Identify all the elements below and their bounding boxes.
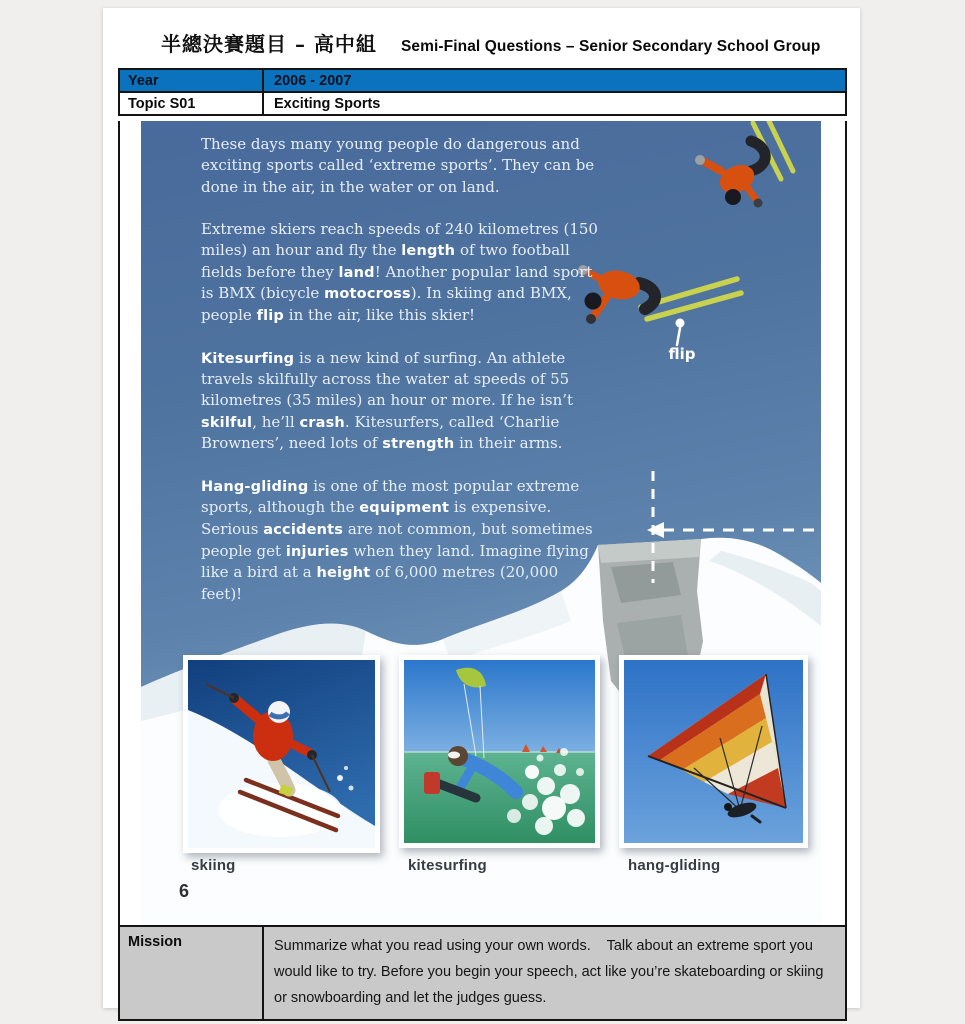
article-paragraph: Kitesurfing is a new kind of surfing. An athlete travels skilfully across the water at speeds of 55 kilometres (35 miles) an hour or more. If he isn’t skilful, he’ll crash. Kitesurfers, called ‘Charlie Browners’, need lots of strength in their arms. — [201, 348, 574, 453]
skier-flip-middle-icon — [578, 265, 741, 324]
meta-label-year: Year — [120, 70, 264, 91]
kitesurfing-photo-illustration — [404, 660, 595, 843]
mission-label: Mission — [120, 927, 264, 1019]
photo-skiing — [183, 655, 380, 853]
page-header — [103, 28, 860, 57]
article-paragraph: Hang-gliding is one of the most popular extreme sports, although the equipment is expensive. Serious accidents are not common, but sometimes people get injuries when they land. Imagine flying like a bird at a height of 6,000 metres (20,000 feet)! — [201, 476, 593, 603]
article-paragraph: These days many young people do dangerous and exciting sports called ‘extreme sports’. They can be done in the air, in the water or on land. — [201, 135, 595, 196]
page-title-chinese: 半總決賽題目 – 高中組 — [161, 32, 377, 56]
mission-text: Summarize what you read using your own words. Talk about an extreme sport you would like to try. Before you begin your speech, act like you’re skateboarding or skiing or snowboarding and let the judges guess. — [274, 938, 828, 1006]
page-number: 6 — [179, 881, 190, 901]
page-title-english: Semi-Final Questions – Senior Secondary School Group — [400, 38, 821, 55]
photo-caption-kitesurfing: kitesurfing — [408, 857, 487, 874]
flip-pin-icon — [676, 319, 685, 346]
photo-caption-hang-gliding: hang-gliding — [628, 857, 721, 874]
meta-label-topic: Topic S01 — [120, 93, 264, 114]
meta-table — [118, 68, 847, 116]
meta-row-topic — [120, 91, 845, 114]
meta-row-year — [120, 70, 845, 91]
hang-gliding-photo-illustration — [624, 660, 803, 843]
skier-flip-top-icon — [695, 121, 793, 208]
photo-kitesurfing — [399, 655, 600, 848]
content-cell — [118, 121, 847, 925]
mission-table — [118, 925, 847, 1021]
photo-hang-gliding — [619, 655, 808, 848]
article-paragraph: Extreme skiers reach speeds of 240 kilometres (150 miles) an hour and fly the length of two football fields before they land! Another popular land sport is BMX (bicycle motocross). In skiing and BMX, people flip in the air, like this skier! — [201, 219, 598, 324]
book-spread-photo — [141, 121, 821, 925]
flip-annotation: flip — [668, 345, 696, 363]
meta-value-topic: Exciting Sports — [264, 93, 845, 114]
article-text — [201, 134, 599, 626]
document-page — [103, 8, 860, 1008]
photo-caption-skiing: skiing — [191, 857, 236, 874]
meta-value-year: 2006 - 2007 — [274, 73, 352, 89]
skiing-photo-illustration — [188, 660, 375, 848]
